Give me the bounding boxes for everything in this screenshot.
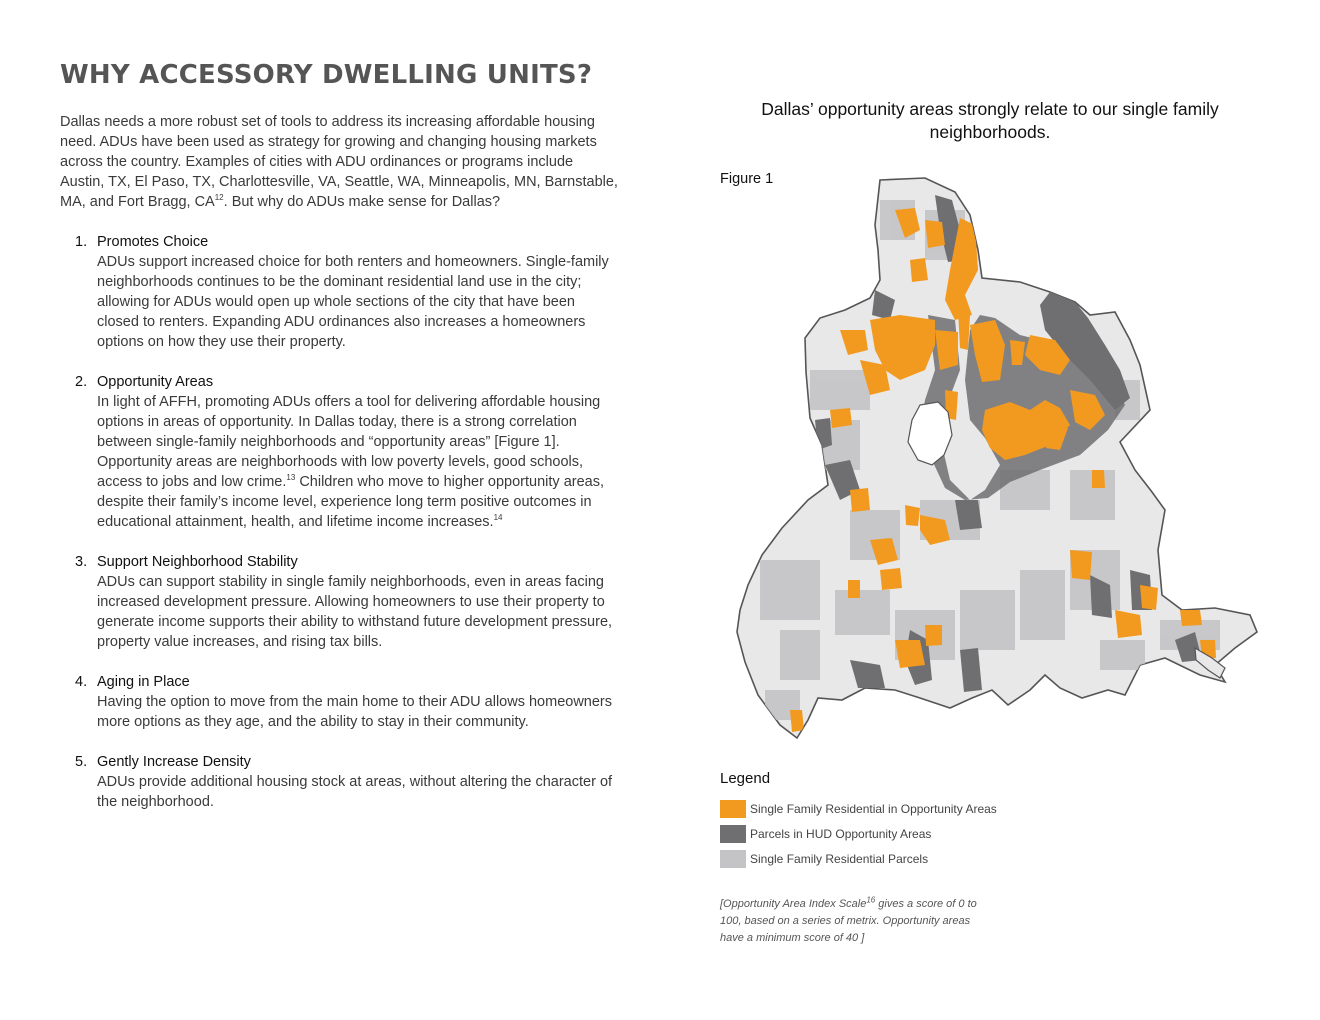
legend-title: Legend [720,770,771,787]
list-item [60,752,620,812]
item-body [60,392,620,532]
item-number: 5. [75,754,88,770]
item-heading: Opportunity Areas [97,374,214,390]
intro-text: Dallas needs a more robust set of tools to address its increasing affordable housing need. ADUs have been used as strategy for growing and changing housing markets across the country. Examples of cities with ADU ordinances or programs include Austin, TX, El Paso, TX, Charlottesville, VA, Seattle, WA, Minneapolis, MN, Barnstable, MA, and Fort Bragg, CA [60,114,618,210]
legend-label: Parcels in HUD Opportunity Areas [750,826,932,841]
legend-swatch [720,850,746,868]
dallas-opportunity-map [720,170,1265,750]
footnote-ref: 13 [286,473,296,483]
footnote-ref: 14 [493,513,503,523]
item-body: ADUs provide additional housing stock at areas, without altering the character of the neighborhood. [97,774,613,810]
map-legend [720,770,1040,871]
item-body-text: In light of AFFH, promoting ADUs offers a tool for delivering affordable housing options in areas of opportunity. In Dallas today, there is a strong correlation between single-family neighborhoods and “opportunity areas” [Figure 1]. Opportunity areas are neighborhoods with low poverty levels, good schools, access to jobs and low crime. [97,394,601,490]
legend-item [720,846,1040,871]
reasons-list [60,232,620,812]
legend-swatch [720,800,746,818]
figure-title: Dallas’ opportunity areas strongly relate to our single family neighborhoods. [761,99,1219,142]
item-number: 4. [75,674,88,690]
item-body-text: Children who move to higher opportunity areas, despite their family’s income level, experience long term positive outcomes in educational attainment, health, and lifetime income increases. [97,474,604,530]
list-item [60,372,620,532]
intro-text-end: . But why do ADUs make sense for Dallas? [223,194,501,210]
legend-item [720,796,1040,821]
legend-label: Single Family Residential Parcels [750,851,929,866]
item-number: 2. [75,374,88,390]
list-item [60,552,620,652]
legend-item [720,821,1040,846]
item-heading: Promotes Choice [97,234,209,250]
figure-note [720,896,990,947]
footnote-ref: 12 [214,193,224,203]
item-heading: Support Neighborhood Stability [97,554,298,570]
footnote-ref: 16 [866,895,876,905]
item-body: ADUs support increased choice for both renters and homeowners. Single-family neighborhoods continues to be the dominant residential land use in the city; allowing for ADUs would open up whole sections of the city that have been closed to renters. Expanding ADU ordinances also increases a homeowners options on how they use their property. [97,254,609,350]
legend-label: Single Family Residential in Opportunity Areas [750,801,997,816]
note-text: gives a score of 0 to 100, based on a series of metrix. Opportunity areas have a minimum score of 40 ] [720,898,977,944]
page-title: WHY ACCESSORY DWELLING UNITS? [60,60,593,90]
note-text: [Opportunity Area Index Scale [720,898,867,910]
list-item [60,672,620,732]
intro-paragraph [60,112,620,212]
legend-swatch [720,825,746,843]
list-item [60,232,620,352]
item-body: ADUs can support stability in single family neighborhoods, even in areas facing increased development pressure. Allowing homeowners to use their property to generate income supports their ability to withstand future development pressure, property value increases, and rising tax bills. [97,574,613,650]
item-number: 1. [75,234,88,250]
item-number: 3. [75,554,88,570]
item-heading: Aging in Place [97,674,190,690]
article-column [60,60,620,812]
item-body: Having the option to move from the main home to their ADU allows homeowners more options as they age, and the ability to stay in their community. [97,694,612,730]
figure-label: Figure 1 [720,171,774,187]
item-heading: Gently Increase Density [97,754,251,770]
